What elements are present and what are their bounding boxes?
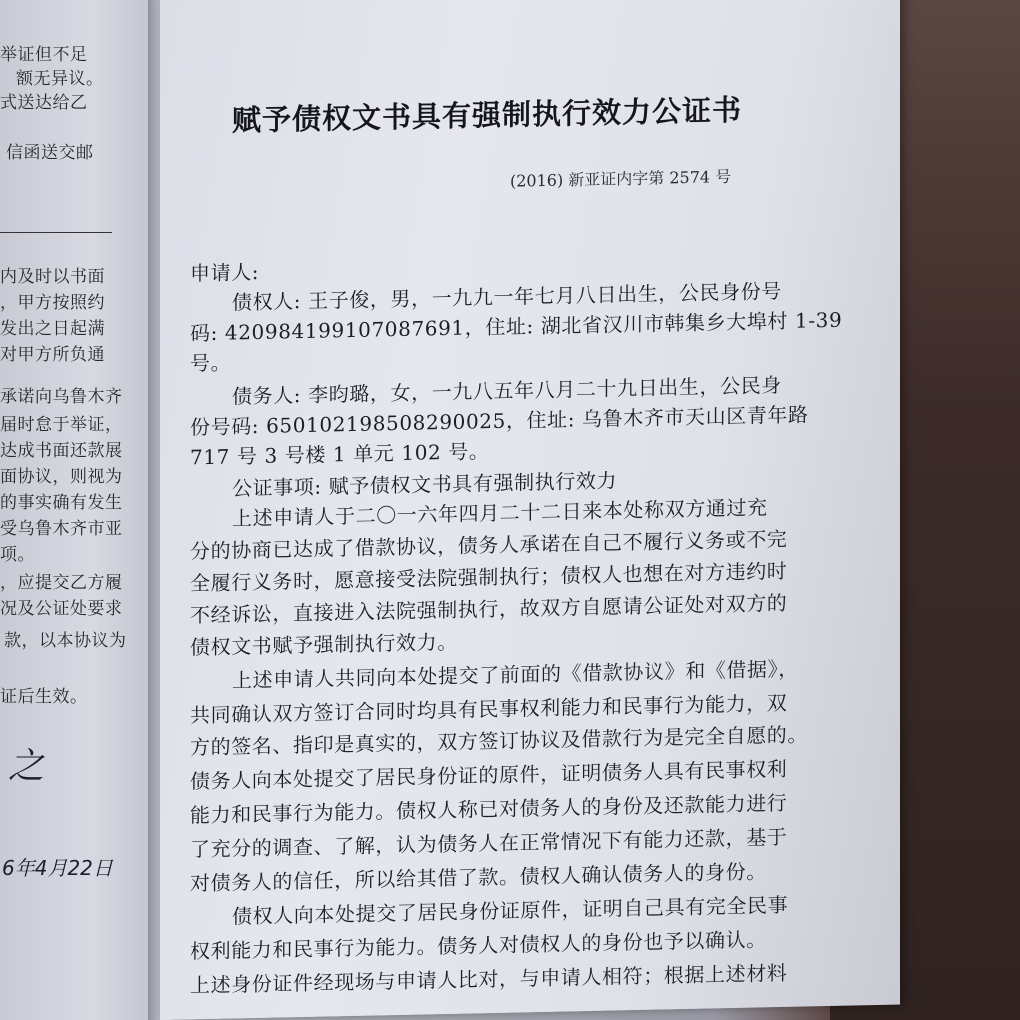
left-text-line: 对甲方所负通 [0, 345, 105, 365]
body-line: 方的签名、指印是真实的，双方签订协议及借款行为是完全自愿的。 [190, 722, 808, 760]
body-line: 全履行义务时，愿意接受法院强制执行；债权人也想在对方违约时 [190, 558, 788, 596]
handwritten-date: 6年4月22日 [2, 856, 113, 880]
handwritten-signature-fragment: 之 [8, 746, 45, 787]
body-line: 了充分的调查、了解，认为债务人在正常情况下有能力还款，基于 [190, 824, 788, 862]
body-line: 能力和民事行为能力。债权人称已对债务人的身份及还款能力进行 [190, 790, 788, 828]
notarial-certificate-page [160, 0, 900, 1020]
left-text-line: 达成书面还款展 [0, 441, 123, 461]
body-line: 份号码: 650102198508290025，住址: 乌鲁木齐市天山区青年路 [190, 402, 809, 440]
left-divider-rule [0, 232, 112, 233]
left-text-line: 内及时以书面 [0, 267, 105, 287]
left-text-line: 的事实确有发生 [0, 493, 123, 513]
left-text-line: ，应提交乙方履 [0, 573, 123, 593]
body-line: 债权文书赋予强制执行效力。 [190, 629, 458, 660]
left-text-line: 证后生效。 [0, 687, 88, 707]
body-line: 上述申请人共同向本处提交了前面的《借款协议》和《借据》， [232, 656, 799, 693]
left-text-line: 届时怠于举证， [0, 415, 123, 435]
left-text-line: 面协议，则视为 [0, 467, 123, 487]
left-text-line: 式送达给乙 [0, 93, 88, 113]
body-line: 对债务人的信任，所以给其借了款。债权人确认债务人的身份。 [190, 859, 767, 896]
left-text-line: 款，以本协议为 [4, 631, 127, 651]
body-line: 债务人: 李昀璐，女，一九八五年八月二十九日出生，公民身 [232, 372, 782, 409]
document-number: (2016) 新亚证内字第 2574 号 [510, 167, 732, 191]
body-line: 码: 420984199107087691，住址: 湖北省汉川市韩集乡大埠村 1-39 [190, 307, 843, 346]
body-line: 债权人向本处提交了居民身份证原件，证明自己具有完全民事 [232, 892, 789, 929]
left-text-line: 额无异议。 [16, 69, 104, 89]
body-line: 上述身份证件经现场与申请人比对，与申请人相符；根据上述材料 [190, 960, 788, 998]
body-line: 共同确认双方签订合同时均具有民事权利能力和民事行为能力，双 [190, 690, 788, 728]
left-text-line: 发出之日起满 [0, 319, 105, 339]
body-line: 717 号 3 号楼 1 单元 102 号。 [190, 439, 490, 470]
left-text-line: 举证但不足 [0, 45, 88, 65]
left-text-line: 受乌鲁木齐市亚 [0, 519, 123, 539]
left-text-line: ，甲方按照约 [0, 293, 105, 313]
body-line: 号。 [190, 350, 232, 376]
body-line: 不经诉讼，直接进入法院强制执行，故双方自愿请公证处对双方的 [190, 590, 788, 628]
body-line: 上述申请人于二〇一六年四月二十二日来本处称双方通过充 [232, 495, 768, 531]
body-line: 公证事项: 赋予债权文书具有强制执行效力 [232, 468, 618, 501]
body-line: 债权人: 王子俊，男，一九九一年七月八日出生，公民身份号 [232, 278, 782, 315]
left-text-line: 况及公证处要求 [0, 599, 123, 619]
body-line: 债务人向本处提交了居民身份证的原件，证明债务人具有民事权利 [190, 756, 788, 794]
left-facing-page [0, 0, 152, 1020]
left-text-line: 承诺向乌鲁木齐 [0, 387, 123, 407]
left-text-line: 信函送交邮 [6, 143, 94, 163]
body-line: 权利能力和民事行为能力。债务人对债权人的身份也予以确认。 [190, 927, 767, 964]
body-line: 申请人: [190, 259, 260, 286]
document-title: 赋予债权文书具有强制执行效力公证书 [232, 92, 743, 138]
left-text-line: 项。 [0, 545, 35, 565]
body-line: 分的协商已达成了借款协议，债务人承诺在自己不履行义务或不完 [190, 526, 788, 564]
